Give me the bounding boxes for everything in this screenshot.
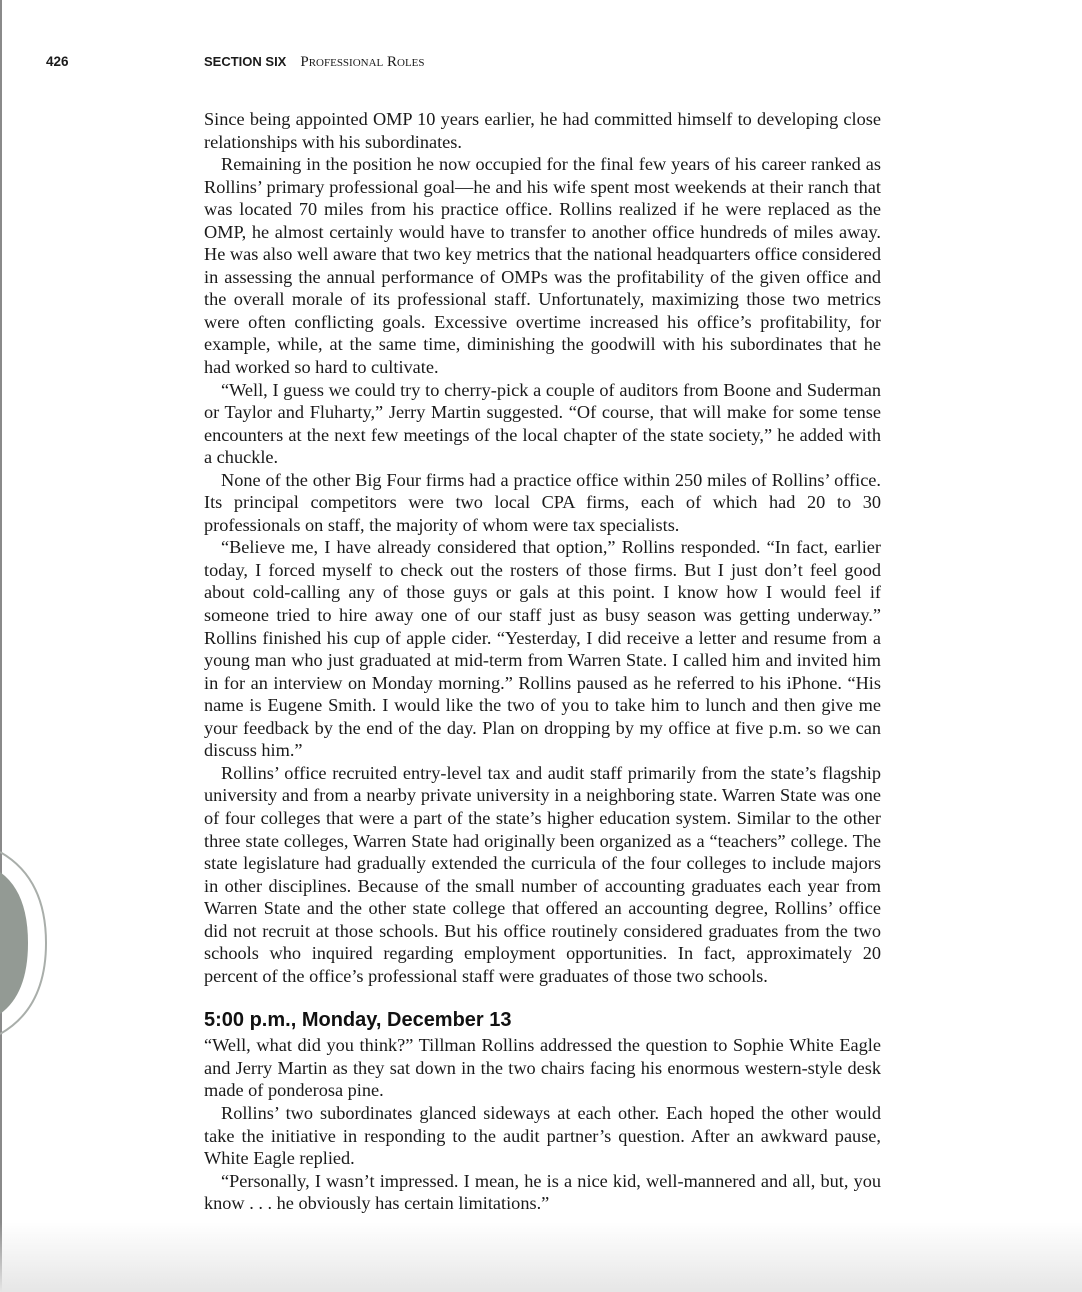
body-text [204,108,881,1215]
page-number: 426 [46,54,69,69]
section-label: SECTION SIX [204,54,287,69]
section-subheading: 5:00 p.m., Monday, December 13 [204,1009,512,1032]
paragraph: “Personally, I wasn’t impressed. I mean, he is a nice kid, well-mannered and all, but, you know . . . he obviously has certain limitations.” [204,1170,881,1214]
running-head [204,54,425,71]
paragraph: “Well, what did you think?” Tillman Rollins addressed the question to Sophie White Eagle and Jerry Martin as they sat down in the two chairs facing his enormous western-style desk made of ponderosa pine. [204,1035,881,1101]
page-bottom-shadow [0,1222,1082,1292]
paragraph: “Well, I guess we could try to cherry-pick a couple of auditors from Boone and Suderman or Taylor and Fluharty,” Jerry Martin suggested. “Of course, that will make for some tense encounters at the next few meetings of the local chapter of the state society,” he added with a chuckle. [204,379,881,468]
thumb-tab-fill [0,872,28,1014]
thumb-tab-graphic [0,848,50,1038]
paragraph: Rollins’ office recruited entry-level tax and audit staff primarily from the state’s flagship university and from a nearby private university in a neighboring state. Warren State was one of four colleges that were a part of the state’s higher education system. Similar to the other three state colleges, Warren State had originally been organized as a “teachers” college. The state legislature had gradually extended the curricula of the four colleges to include majors in other disciplines. Because of the small number of accounting graduates each year from Warren State and the other state college that offered an accounting degree, Rollins’ office did not recruit at those schools. But his office routinely considered graduates from the two schools who inquired regarding employment opportunities. In fact, approximately 20 percent of the office’s professional staff were graduates of those two schools. [204,762,881,986]
paragraph: Rollins’ two subordinates glanced sideways at each other. Each hoped the other would take the initiative in responding to the audit partner’s question. After an awkward pause, White Eagle replied. [204,1102,881,1169]
left-page-edge [0,0,2,1292]
section-title: Professional Roles [300,54,425,70]
paragraph: Since being appointed OMP 10 years earlier, he had committed himself to developing close relationships with his subordinates. [204,109,881,152]
paragraph: None of the other Big Four firms had a practice office within 250 miles of Rollins’ office. Its principal competitors were two local CPA firms, each of which had 20 to 30 professionals on staff, the majority of whom were tax specialists. [204,469,881,535]
paragraph: “Believe me, I have already considered that option,” Rollins responded. “In fact, earlier today, I forced myself to check out the rosters of those firms. But I just don’t feel good about cold-calling any of those guys or gals at this point. I know how I would feel if someone tried to hire away one of our staff just as busy season was getting underway.” Rollins finished his cup of apple cider. “Yesterday, I did receive a letter and resume from a young man who just graduated at mid-term from Warren State. I called him and invited him in for an interview on Monday morning.” Rollins paused as he referred to his iPhone. “His name is Eugene Smith. I would like the two of you to take him to lunch and then give me your feedback by the end of the day. Plan on dropping by my office at five p.m. so we can discuss him.” [204,537,881,761]
paragraph: Remaining in the position he now occupied for the final few years of his career ranked as Rollins’ primary professional goal—he and his wife spent most weekends at their ranch that was located 70 miles from his practice office. Rollins realized if he were replaced as the OMP, he almost certainly would have to transfer to another office hundreds of miles away. He was also well aware that two key metrics that the national headquarters office considered in assessing the annual performance of OMPs was the profitability of the given office and the overall morale of its professional staff. Unfortunately, maximizing those two metrics were often conflicting goals. Excessive overtime increased his office’s profitability, for example, while, at the same time, diminishing the goodwill with his subordinates that he had worked so hard to cultivate. [204,154,881,378]
